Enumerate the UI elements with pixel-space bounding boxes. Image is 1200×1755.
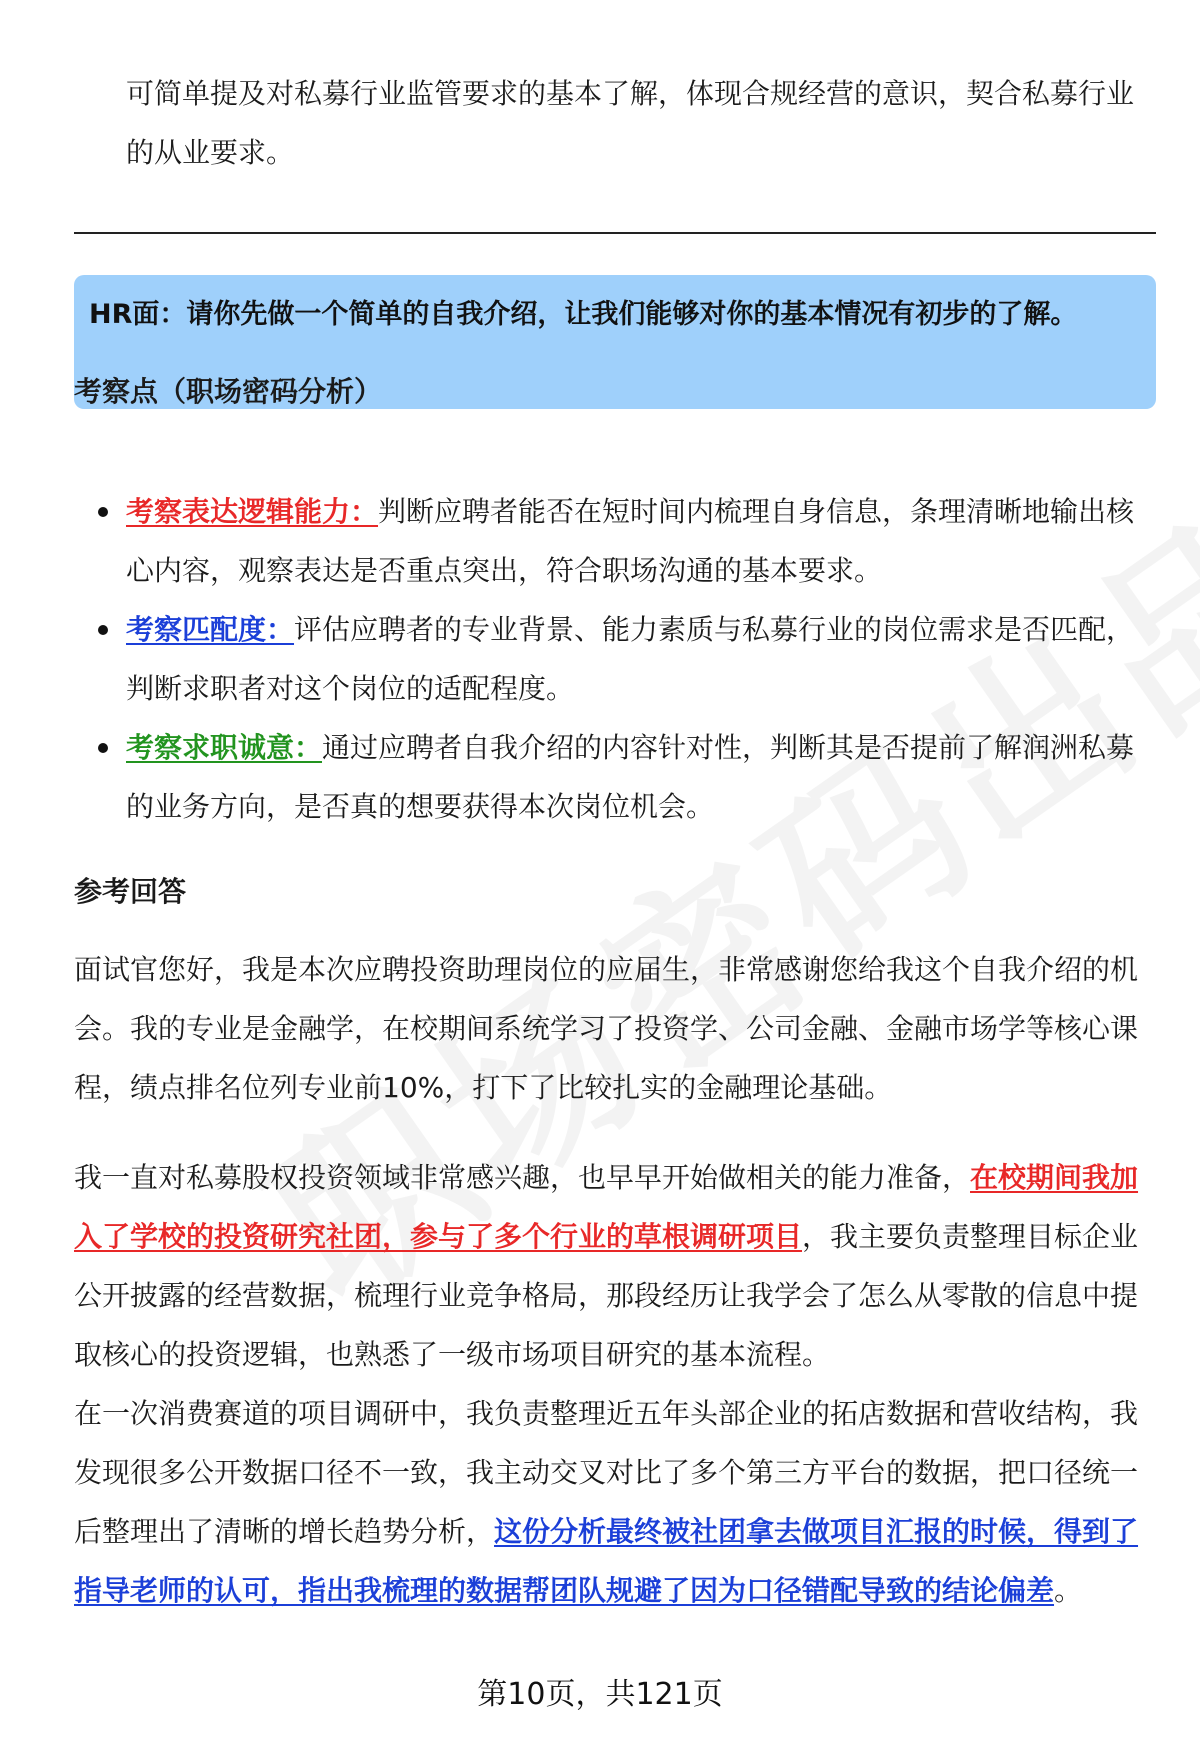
exam-point-title: 考察匹配度： xyxy=(126,613,295,646)
exam-point-title: 考察求职诚意： xyxy=(126,731,323,764)
answer-text: ，我主要负责整理目标企业公开披露的经营数据，梳理行业竞争格局，那段经历让我学会了怎么从零散的信息中提取核心的投资逻辑，也熟悉了一级市场项目研究的基本流程。 xyxy=(74,1220,1139,1371)
answer-text: 。 xyxy=(1054,1574,1083,1607)
section-divider xyxy=(74,232,1156,234)
exam-point-text: 通过应聘者自我介绍的内容针对性，判断其是否提前了解润洲私募的业务方向，是否真的想要获得本次岗位机会。 xyxy=(126,731,1135,823)
question-text: HR面：请你先做一个简单的自我介绍，让我们能够对你的基本情况有初步的了解。 xyxy=(89,299,1078,330)
exam-point-title: 考察表达逻辑能力： xyxy=(126,495,379,528)
page-number: 第10页，共121页 xyxy=(477,1677,723,1712)
exam-point-text: 判断应聘者能否在短时间内梳理自身信息，条理清晰地输出核心内容，观察表达是否重点突出，符合职场沟通的基本要求。 xyxy=(126,495,1135,587)
exam-points-list xyxy=(126,482,1146,836)
exam-point-item xyxy=(126,600,1146,718)
exam-heading: 考察点（职场密码分析） xyxy=(74,375,383,408)
answer-highlight: 这份分析最终被社团拿去做项目汇报的时候，得到了指导老师的认可，指出我梳理的数据帮团队规避了因为口径错配导致的结论偏差 xyxy=(74,1515,1139,1607)
exam-point-item xyxy=(126,482,1146,600)
answer-highlight: 在校期间我加入了学校的投资研究社团，参与了多个行业的草根调研项目 xyxy=(74,1161,1139,1253)
answer-paragraph-3 xyxy=(74,1384,1156,1620)
answer-paragraph-2 xyxy=(74,1148,1156,1384)
exam-point-text: 评估应聘者的专业背景、能力素质与私募行业的岗位需求是否匹配，判断求职者对这个岗位的适配程度。 xyxy=(126,613,1135,705)
answer-text: 我一直对私募股权投资领域非常感兴趣，也早早开始做相关的能力准备， xyxy=(74,1161,971,1194)
answer-paragraph-1: 面试官您好，我是本次应聘投资助理岗位的应届生，非常感谢您给我这个自我介绍的机会。我的专业是金融学，在校期间系统学习了投资学、公司金融、金融市场学等核心课程，绩点排名位列专业前10%，打下了比较扎实的金融理论基础。 xyxy=(74,953,1139,1104)
answer-text: 在一次消费赛道的项目调研中，我负责整理近五年头部企业的拓店数据和营收结构，我发现很多公开数据口径不一致，我主动交叉对比了多个第三方平台的数据，把口径统一后整理出了清晰的增长趋势分析， xyxy=(74,1397,1139,1548)
exam-point-item xyxy=(126,718,1146,836)
intro-paragraph: 可简单提及对私募行业监管要求的基本了解，体现合规经营的意识，契合私募行业的从业要求。 xyxy=(126,77,1135,169)
answer-heading: 参考回答 xyxy=(74,875,187,908)
